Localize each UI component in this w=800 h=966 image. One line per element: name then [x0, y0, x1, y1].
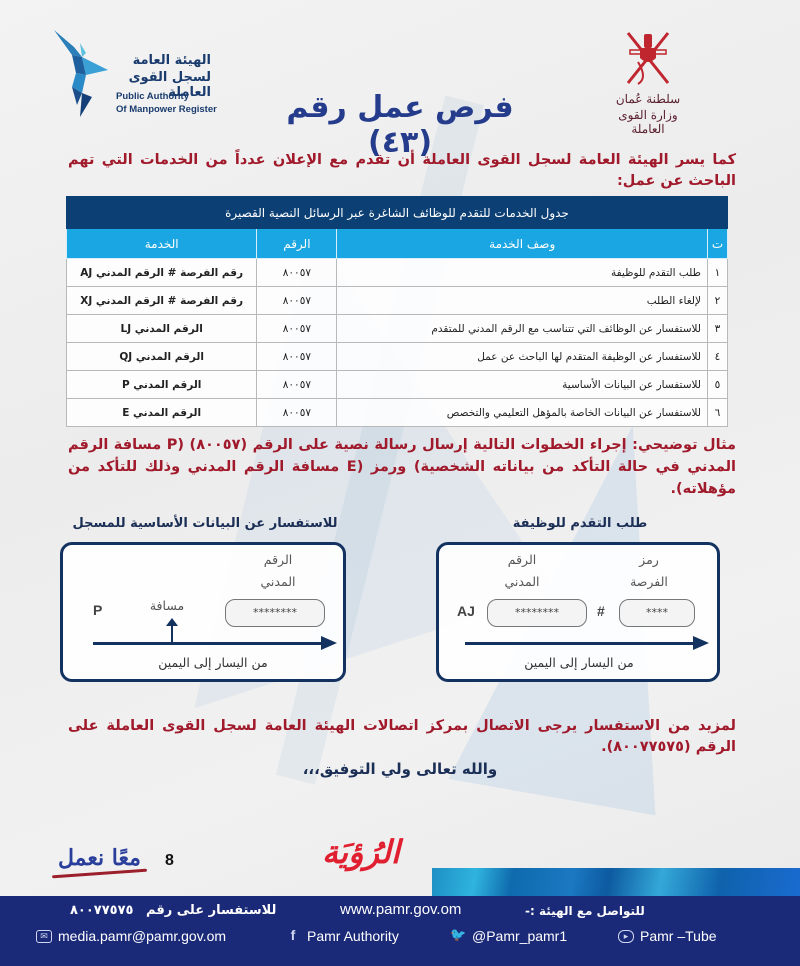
right-diagram-title: طلب التقدم للوظيفة [512, 516, 648, 531]
row-index: ٦ [707, 399, 727, 427]
logo-en-line2: Of Manpower Register [116, 104, 217, 115]
up-arrow-icon [166, 618, 178, 626]
row-number: ٨٠٠٥٧ [257, 371, 337, 399]
space-arrow-shaft [171, 625, 173, 643]
decorative-stripe [432, 868, 800, 896]
row-number: ٨٠٠٥٧ [257, 343, 337, 371]
right-arrow-icon [321, 636, 337, 650]
slogan-text: معًا نعمل [58, 845, 141, 871]
facebook-icon: f [290, 926, 296, 943]
header-description: وصف الخدمة [337, 229, 708, 259]
youtube-text: Pamr –Tube [640, 928, 717, 944]
row-index: ٥ [707, 371, 727, 399]
row-description: للاستفسار عن الوظائف التي تتناسب مع الرقم المدني للمتقدم [337, 315, 708, 343]
table-caption: جدول الخدمات للتقدم للوظائف الشاغرة عبر الرسائل النصية القصيرة [67, 197, 728, 229]
row-description: للاستفسار عن الوظيفة المتقدم لها الباحث عن عمل [337, 343, 708, 371]
newspaper-logo: الرُؤيَة [322, 833, 400, 871]
civil-label-line2: المدني [504, 574, 540, 589]
row-description: للاستفسار عن البيانات الخاصة بالمؤهل التعليمي والتخصص [337, 399, 708, 427]
page-number: 8 [165, 852, 174, 869]
row-service: رقم الفرصة # الرقم المدني AJ [67, 259, 257, 287]
page-title: فرص عمل رقم (٤٣) [286, 90, 514, 160]
logo-ar-line2: لسجل القوى العاملة [128, 70, 211, 100]
table-row [67, 259, 728, 287]
table-row [67, 399, 728, 427]
footer [0, 896, 800, 966]
inquiry-number[interactable]: ٨٠٠٧٧٥٧٥ [70, 903, 134, 918]
emblem-line2: وزارة القوى العاملة [618, 108, 678, 136]
right-diagram [436, 542, 720, 682]
twitter-icon: 🐦 [450, 926, 467, 942]
intro-paragraph: كما يسر الهيئة العامة لسجل القوى العاملة أن تقدم مع الإعلان عدداً من الخدمات التي تهم الباحث عن عمل: [68, 152, 736, 189]
twitter-text: @Pamr_pamr1 [472, 928, 568, 944]
example-paragraph: مثال توضيحي: إجراء الخطوات التالية إرسال رسالة نصية على الرقم (٨٠٠٥٧) (P مسافة الرقم المدني في حالة التأكد من بياناته الشخصية) ورمز (E مسافة الرقم المدني وذلك للتأكد من مؤهلاته). [68, 437, 736, 497]
youtube-link[interactable] [618, 928, 717, 944]
row-index: ٢ [707, 287, 727, 315]
row-number: ٨٠٠٥٧ [257, 259, 337, 287]
opp-label-line1: رمز [639, 552, 659, 567]
civil-number-label [487, 549, 557, 593]
left-diagram-title: للاستفسار عن البيانات الأساسية للمسجل [72, 516, 338, 531]
closing-text: والله تعالى ولي التوفيق،،، [302, 760, 498, 778]
row-index: ٣ [707, 315, 727, 343]
left-diagram [60, 542, 346, 682]
envelope-icon: ✉ [36, 930, 52, 943]
table-row [67, 315, 728, 343]
civil-label-line1: الرقم [263, 552, 293, 567]
website-link[interactable]: www.pamr.gov.om [340, 901, 462, 918]
row-index: ٤ [707, 343, 727, 371]
email-link[interactable] [36, 928, 226, 944]
ministry-emblem [600, 28, 696, 136]
table-row [67, 371, 728, 399]
facebook-link[interactable] [285, 928, 399, 944]
opp-label-line2: الفرصة [630, 574, 668, 589]
civil-label-line1: الرقم [507, 552, 537, 567]
row-service: الرقم المدني E [67, 399, 257, 427]
header-service: الخدمة [67, 229, 257, 259]
table-row [67, 287, 728, 315]
row-description: للاستفسار عن البيانات الأساسية [337, 371, 708, 399]
pamr-figure-icon [52, 25, 114, 120]
direction-arrow-line [93, 642, 323, 645]
inquiry-label: للاستفسار على رقم [146, 903, 277, 918]
logo-en-line1: Public Authority [116, 91, 190, 102]
row-service: الرقم المدني P [67, 371, 257, 399]
direction-label: من اليسار إلى اليمين [158, 655, 268, 670]
services-table [66, 196, 728, 427]
contact-paragraph: لمزيد من الاستفسار يرجى الاتصال بمركز اتصالات الهيئة العامة لسجل القوى العاملة على الرقم (٨٠٠٧٧٥٧٥). [68, 718, 736, 755]
service-code: AJ [457, 603, 475, 619]
row-description: لإلغاء الطلب [337, 287, 708, 315]
table-header-row [67, 229, 728, 259]
row-number: ٨٠٠٥٧ [257, 287, 337, 315]
row-index: ١ [707, 259, 727, 287]
header-index: ت [707, 229, 727, 259]
row-number: ٨٠٠٥٧ [257, 315, 337, 343]
table-row [67, 343, 728, 371]
opportunity-code-label [614, 549, 684, 593]
civil-label-line2: المدني [260, 574, 296, 589]
space-label: مسافة [149, 598, 185, 613]
hash-separator: # [597, 603, 605, 619]
header-number: الرقم [257, 229, 337, 259]
pamr-logo [52, 25, 232, 120]
contact-label: للتواصل مع الهيئة :- [525, 904, 645, 918]
table-caption-row [67, 197, 728, 229]
right-arrow-icon [693, 636, 709, 650]
civil-number-label [243, 549, 313, 593]
direction-label: من اليسار إلى اليمين [524, 655, 634, 670]
youtube-icon: ▸ [618, 930, 634, 943]
emblem-line1: سلطنة عُمان [615, 92, 681, 106]
civil-number-field: ******** [487, 599, 587, 627]
civil-number-field: ******** [225, 599, 325, 627]
row-number: ٨٠٠٥٧ [257, 399, 337, 427]
row-service: الرقم المدني QJ [67, 343, 257, 371]
khanjar-emblem-icon [600, 28, 696, 88]
inquiry-line [70, 903, 276, 918]
twitter-link[interactable] [450, 928, 567, 944]
row-service: رقم الفرصة # الرقم المدني XJ [67, 287, 257, 315]
logo-ar-line1: الهيئة العامة [132, 53, 211, 68]
row-service: الرقم المدني LJ [67, 315, 257, 343]
facebook-text: Pamr Authority [307, 928, 399, 944]
service-code: P [93, 602, 103, 618]
row-description: طلب التقدم للوظيفة [337, 259, 708, 287]
slogan-logo [58, 845, 141, 871]
opportunity-code-field: **** [619, 599, 695, 627]
direction-arrow-line [465, 642, 695, 645]
email-text: media.pamr@pamr.gov.om [58, 928, 227, 944]
